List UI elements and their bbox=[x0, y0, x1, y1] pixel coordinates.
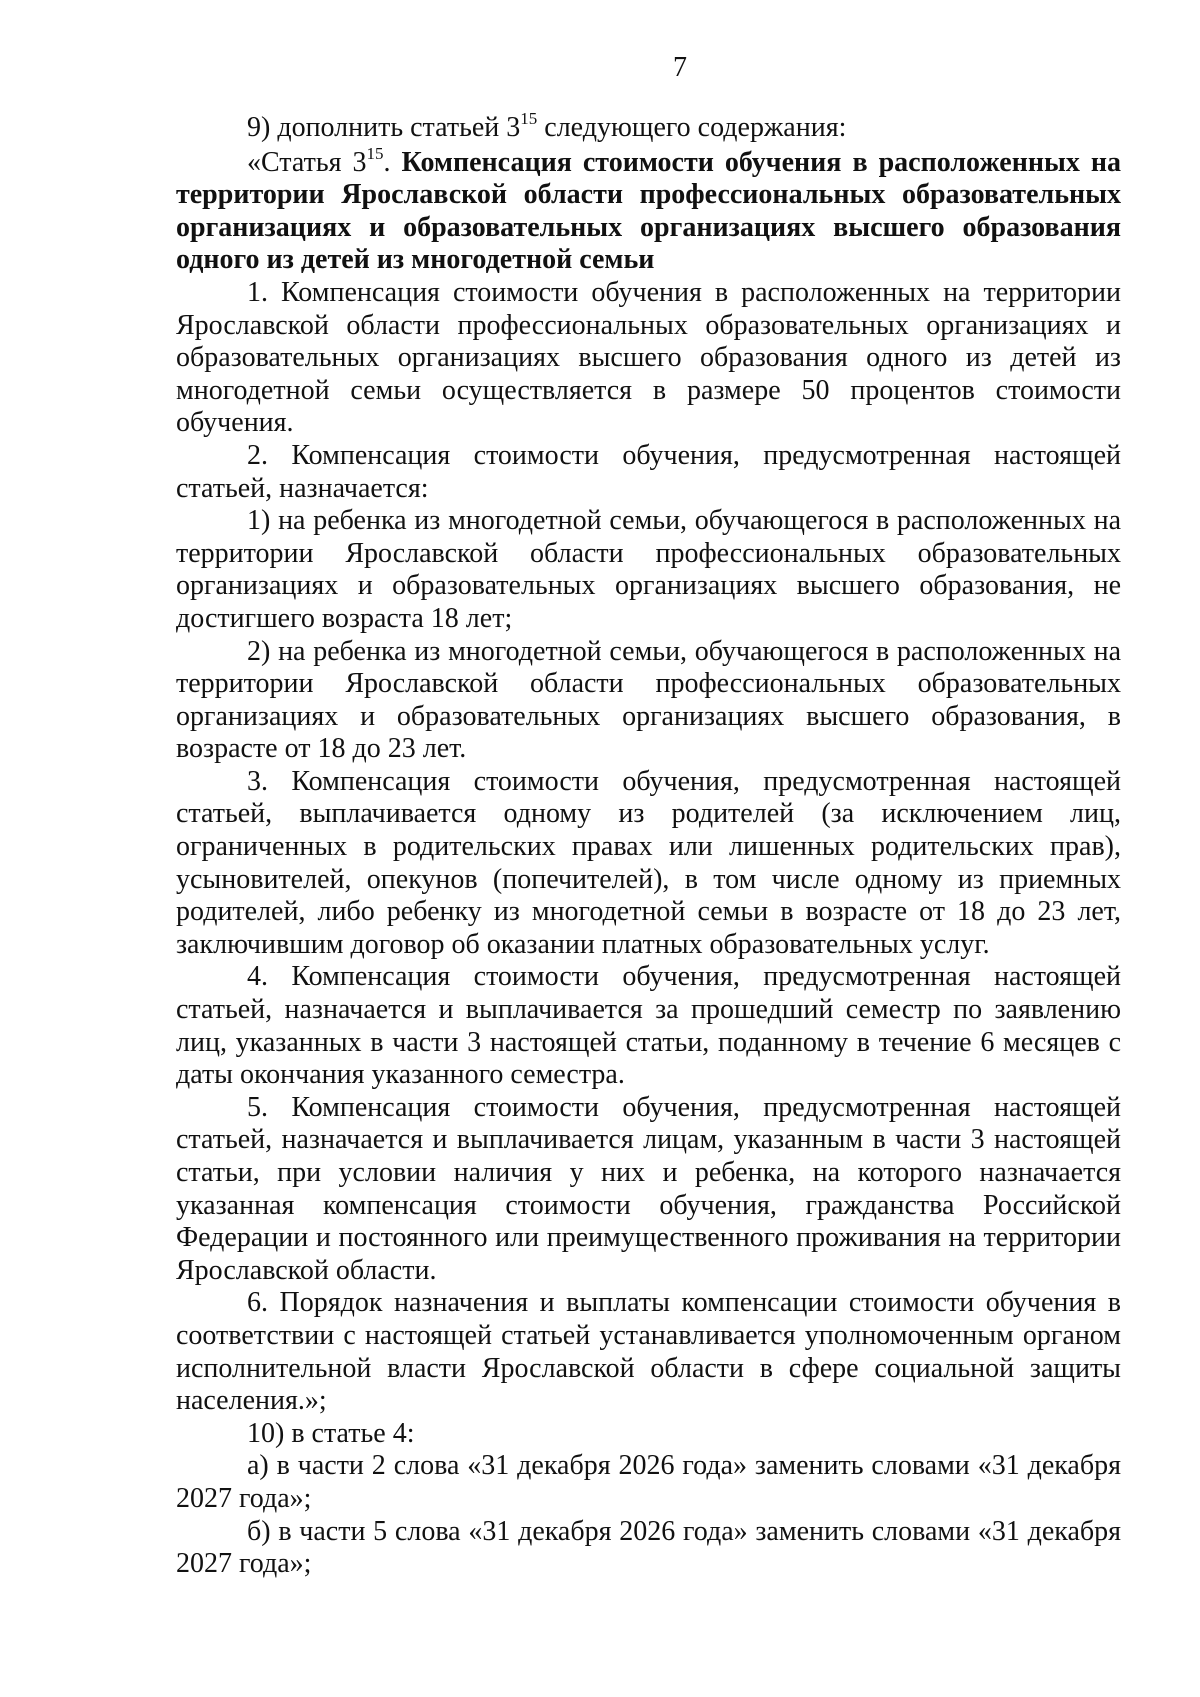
amendment-item-9-text: 9) дополнить статьей 3 bbox=[247, 112, 521, 143]
article-part-2: 2. Компенсация стоимости обучения, предусмотренная настоящей статьей, назначается: bbox=[176, 439, 1121, 504]
article-part-2-item-1: 1) на ребенка из многодетной семьи, обучающегося в расположенных на территории Ярославской области профессиональных образовательных организациях и образовательных организациях высшего образования, не достигшего возраста 18 лет; bbox=[176, 505, 1121, 634]
superscript: 15 bbox=[520, 109, 538, 128]
amendment-item-9 bbox=[176, 109, 1121, 145]
document-body bbox=[176, 109, 1122, 1581]
superscript: 15 bbox=[366, 143, 384, 163]
article-heading bbox=[176, 143, 1122, 277]
article-part-5: 5. Компенсация стоимости обучения, предусмотренная настоящей статьей, назначается и выплачивается лицам, указанным в части 3 настоящей статьи, при условии наличия у них и ребенка, на которого назначается указанная компенсация стоимости обучения, гражданства Российской Федерации и постоянного или преимущественного проживания на территории Ярославской области. bbox=[176, 1091, 1121, 1286]
amendment-item-10-a: а) в части 2 слова «31 декабря 2026 года» заменить словами «31 декабря 2027 года»; bbox=[176, 1450, 1121, 1514]
article-part-4: 4. Компенсация стоимости обучения, предусмотренная настоящей статьей, назначается и выплачивается за прошедший семестр по заявлению лиц, указанных в части 3 настоящей статьи, поданному в течение 6 месяцев с даты окончания указанного семестра. bbox=[176, 961, 1121, 1091]
page-number: 7 bbox=[673, 52, 687, 83]
article-title: Компенсация стоимости обучения в расположенных на территории Ярославской области профессиональных образовательных организациях и образовательных организациях высшего образования одного из детей из многодетной семьи bbox=[176, 146, 1122, 276]
article-part-1: 1. Компенсация стоимости обучения в расположенных на территории Ярославской области профессиональных образовательных организациях и образовательных организациях высшего образования одного из детей из многодетной семьи осуществляется в размере 50 процентов стоимости обучения. bbox=[176, 276, 1121, 439]
article-part-3: 3. Компенсация стоимости обучения, предусмотренная настоящей статьей, выплачивается одному из родителей (за исключением лиц, ограниченных в родительских правах или лишенных родительских прав), усыновителей, опекунов (попечителей), в том числе одному из приемных родителей, либо ребенку из многодетной семьи в возрасте от 18 до 23 лет, заключившим договор об оказании платных образовательных услуг. bbox=[176, 765, 1121, 960]
amendment-item-10: 10) в статье 4: bbox=[247, 1417, 415, 1449]
article-label: «Статья 3 bbox=[247, 146, 367, 178]
article-label-dot: . bbox=[383, 146, 402, 178]
article-part-6: 6. Порядок назначения и выплаты компенсации стоимости обучения в соответствии с настоящей статьей устанавливается уполномоченным органом исполнительной власти Ярославской области в сфере социальной защиты населения.»; bbox=[176, 1287, 1121, 1417]
amendment-item-10-b: б) в части 5 слова «31 декабря 2026 года» заменить словами «31 декабря 2027 года»; bbox=[176, 1515, 1121, 1580]
amendment-item-9-text-end: следующего содержания: bbox=[537, 112, 847, 143]
article-part-2-item-2: 2) на ребенка из многодетной семьи, обучающегося в расположенных на территории Ярославской области профессиональных образовательных организациях и образовательных организациях высшего образования, в возрасте от 18 до 23 лет. bbox=[176, 635, 1121, 765]
